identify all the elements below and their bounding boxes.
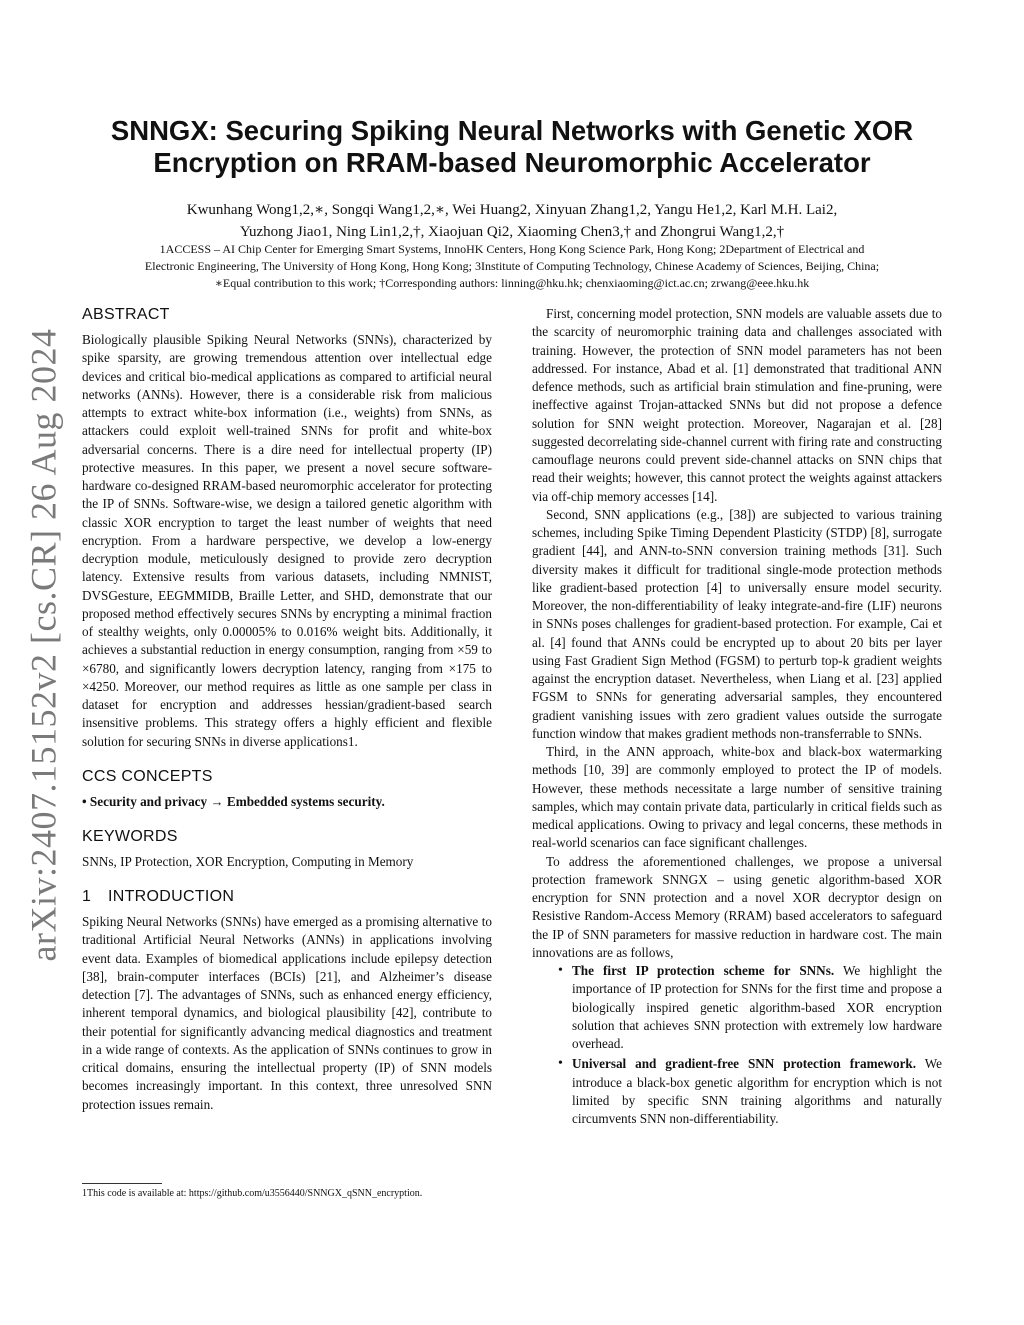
arxiv-id-text: arXiv:2407.15152v2 [cs.CR] 26 Aug 2024 bbox=[23, 328, 63, 962]
footnote-text: 1This code is available at: https://github.com/u3556440/SNNGX_qSNN_encryption. bbox=[82, 1188, 423, 1199]
introduction-heading bbox=[82, 887, 492, 907]
innovation-bold: The first IP protection scheme for SNNs. bbox=[572, 963, 835, 978]
footnote-rule bbox=[82, 1183, 162, 1184]
section-title: INTRODUCTION bbox=[108, 888, 235, 905]
innovation-bold: Universal and gradient-free SNN protection framework. bbox=[572, 1056, 917, 1072]
abstract-section bbox=[82, 305, 492, 751]
right-paragraph-4: To address the aforementioned challenges, we propose a universal protection framework SNNGX – using genetic algorithm-based XOR encryption for SNN protection and a novel XOR decryptor design on Resistive Random-Access Memory (RRAM) based accelerators to safeguard the IP of SNN parameters for massive reduction in hardware cost. The main innovations are as follows, bbox=[532, 853, 942, 960]
title-line-1: SNNGX: Securing Spiking Neural Networks with Genetic XOR bbox=[110, 115, 914, 146]
innovation-text: We highlight the importance of IP protection for SNNs for the first time and propose a biologically inspired genetic algorithm-based XOR encryption solution that achieves SNN protection with extremely low hardware overhead. bbox=[572, 963, 942, 1051]
abstract-heading: ABSTRACT bbox=[82, 306, 170, 323]
abstract-text: Biologically plausible Spiking Neural Networks (SNNs), characterized by spike sparsity, are growing tremendous attention over intellectual edge devices and critical bio-medical applications as compared to artificial neural networks (ANNs). However, there is a considerable risk from malicious attempts to extract white-box information (i.e., weights) from SNNs, as attackers could exploit well-trained SNNs for profit and white-box adversarial concerns. There is a dire need for intellectual property (IP) protective measures. In this paper, we present a novel secure software-hardware co-designed RRAM-based neuromorphic accelerator for protecting the IP of SNNs. Software-wise, we design a tailored genetic algorithm with classic XOR encryption to target the least number of weights that need encryption. From a hardware perspective, we develop a low-energy decryption module, meticulously designed to provide zero decryption latency. Extensive results from various datasets, including NMNIST, DVSGesture, EEGMMIDB, Braille Letter, and SHD, demonstrate that our proposed method effectively secures SNNs by encrypting a minimal fraction of stealthy weights, only 0.00005% to 0.016% weight bits. Additionally, it achieves a substantial reduction in energy consumption, ranging from ×59 to ×6780, and significantly lowers decryption latency, ranging from ×175 to ×4250. Moreover, our method requires as little as one sample per class in dataset for encryption and addresses hessian/gradient-based search insensitive problems. This strategy offers a highly efficient and flexible solution for securing SNNs in diverse applications1. bbox=[82, 332, 492, 749]
innovation-item bbox=[572, 1055, 942, 1128]
right-paragraph-3: Third, in the ANN approach, white-box and black-box watermarking methods [10, 39] are commonly employed to protect the IP of models. However, these methods necessitate a large number of sensitive training samples, which may contain private data, particularly in critical fields such as medical applications. Owing to privacy and legal concerns, these methods in real-world scenarios can face significant challenges. bbox=[532, 744, 942, 851]
section-number: 1 bbox=[82, 888, 92, 905]
authors-line-1: Kwunhang Wong1,2,∗, Songqi Wang1,2,∗, Wei Huang2, Xinyuan Zhang1,2, Yangu He1,2, Karl M.H. Lai2, bbox=[186, 202, 838, 218]
ccs-concepts-text: • Security and privacy → Embedded systems security. bbox=[82, 793, 385, 809]
affiliation-line-2: Electronic Engineering, The University of Hong Kong, Hong Kong; 3Institute of Computing Technology, Chinese Academy of Sciences, Beijing, China; bbox=[144, 259, 880, 273]
authors-line-2: Yuzhong Jiao1, Ning Lin1,2,†, Xiaojuan Qi2, Xiaoming Chen3,† and Zhongrui Wang1,2,† bbox=[239, 224, 785, 240]
introduction-section bbox=[82, 887, 492, 1114]
right-paragraph-1: First, concerning model protection, SNN models are valuable assets due to the scarcity of neuromorphic training data and challenges associated with training. However, the protection of SNN model parameters has not been addressed. For instance, Abad et al. [1] demonstrated that traditional ANN defence methods, such as artificial brain stimulation and fine-pruning, were ineffective against Trojan-attacked SNNs but did not propose a defence solution for SNN weight protection. Moreover, Nagarajan et al. [28] suggested decorrelating side-channel current with firing rate and constructing camouflage neurons could prevent side-channel attacks on SNN chips that read their weights; however, this cannot protect the weights against attackers via off-chip memory accesses [14]. bbox=[532, 306, 942, 504]
keywords-heading: KEYWORDS bbox=[82, 827, 178, 845]
arxiv-side-identifier bbox=[18, 328, 68, 962]
ccs-concepts-section bbox=[82, 767, 492, 811]
left-column bbox=[82, 305, 492, 1114]
footnote bbox=[82, 1183, 492, 1200]
title-line-2: Encryption on RRAM-based Neuromorphic Accelerator bbox=[153, 147, 871, 178]
keywords-section bbox=[82, 827, 492, 871]
ccs-concepts-heading: CCS CONCEPTS bbox=[82, 767, 213, 785]
innovation-item bbox=[572, 962, 942, 1053]
keywords-text: SNNs, IP Protection, XOR Encryption, Computing in Memory bbox=[82, 853, 414, 869]
affiliation-line-1: 1ACCESS – AI Chip Center for Emerging Smart Systems, InnoHK Centers, Hong Kong Science Park, Hong Kong; 2Department of Electrical and bbox=[159, 242, 865, 256]
intro-paragraph-1: Spiking Neural Networks (SNNs) have emerged as a promising alternative to traditional Artificial Neural Networks (ANNs) in applications involving event data. Examples of biomedical applications include epilepsy detection [38], brain-computer interfaces (BCIs) [21], and Alzheimer’s disease detection [7]. The advantages of SNNs, such as enhanced energy efficiency, inherent temporal dynamics, and biological plausibility [42], contribute to their potential for significantly advancing medical diagnostics and treatment in a wide range of contexts. As the application of SNNs continues to grow in critical domains, ensuring the intellectual property (IP) of SNN models becomes increasingly important. In this context, three unresolved SNN protection issues remain. bbox=[82, 914, 492, 1112]
affiliation-line-3: ∗Equal contribution to this work; †Corresponding authors: linning@hku.hk; chenxiaoming@ict.ac.cn; zrwang@eee.hku.hk bbox=[214, 276, 810, 290]
affiliations bbox=[60, 241, 964, 292]
innovations-list bbox=[532, 962, 942, 1128]
author-list bbox=[60, 199, 964, 243]
innovation-text: We introduce a black-box genetic algorithm for encryption which is not limited by specific SNN training algorithms and naturally circumvents SNN non-differentiability. bbox=[572, 1056, 942, 1126]
right-column bbox=[532, 305, 942, 1130]
paper-title bbox=[60, 115, 964, 179]
right-paragraph-2: Second, SNN applications (e.g., [38]) are subjected to various training schemes, including Spike Timing Dependent Plasticity (STDP) [8], surrogate gradient [44], and ANN-to-SNN conversion training methods [31]. Such diversity makes it difficult for traditional single-mode protection methods like gradient-based protection [4] to universally ensure model security. Moreover, the non-differentiability of leaky integrate-and-fire (LIF) neurons in SNNs poses challenges for gradient-based protection. For example, Cai et al. [4] found that ANNs could be encrypted up to about 20 bits per layer using Fast Gradient Sign Method (FGSM) to perturb top-k gradient weights against the encryption dataset. Nevertheless, when Liang et al. [23] applied FGSM to SNNs for generating adversarial samples, they encountered gradient vanishing issues with zero gradient values outside the surrogate function window that makes gradient methods non-transferrable to SNNs. bbox=[532, 506, 942, 741]
